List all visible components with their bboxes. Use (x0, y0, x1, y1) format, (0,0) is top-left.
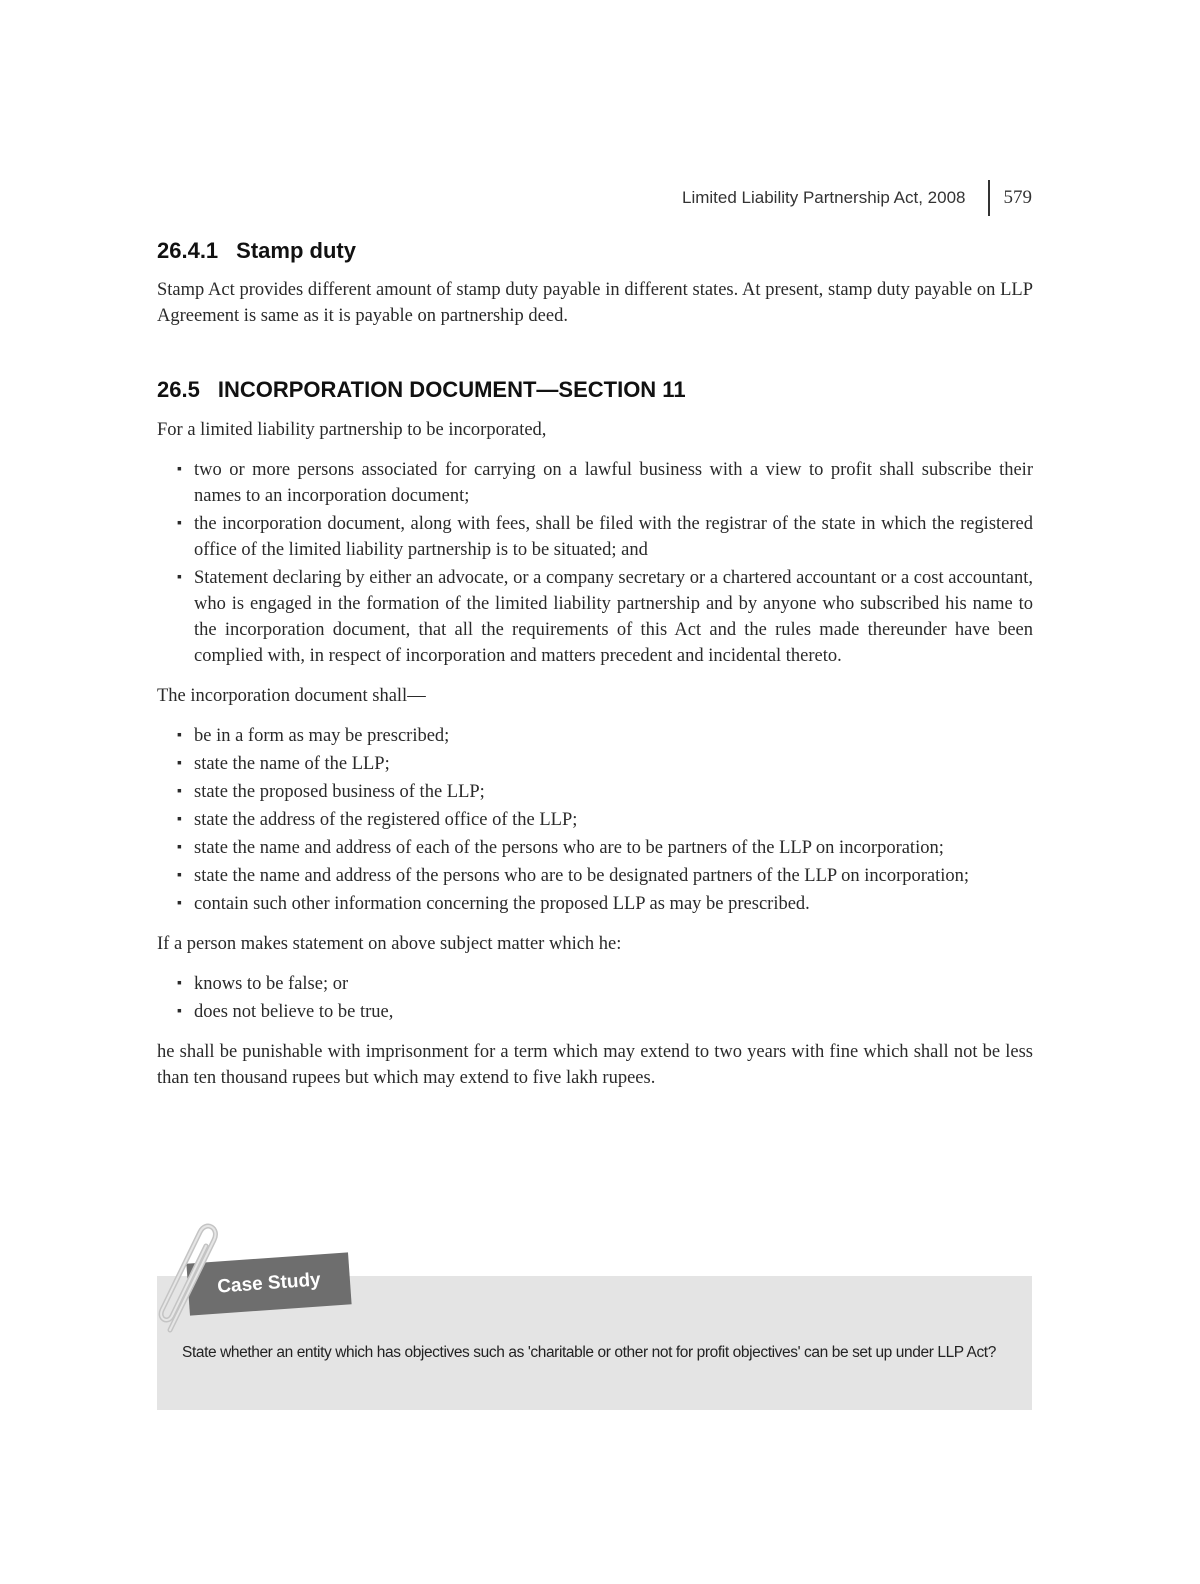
bullet-icon: ▪ (177, 728, 182, 743)
section-number: 26.5 (157, 377, 200, 402)
page-number: 579 (1003, 187, 1032, 208)
list-item: ▪ Statement declaring by either an advocate, or a company secretary or a chartered accountant or a cost accountant, who is engaged in the formation of the limited liability partnership and by anyone who subscribed his name to the incorporation document, that all the requirements of this Act and the rules made thereunder have been complied with, in respect of incorporation and matters precedent and incidental thereto. (157, 565, 1033, 669)
subsection-heading (157, 238, 1033, 264)
incorporation-intro: For a limited liability partnership to be incorporated, (157, 420, 547, 440)
bullet-icon: ▪ (177, 462, 182, 477)
subsection-number: 26.4.1 (157, 238, 219, 263)
bullet-icon: ▪ (177, 896, 182, 911)
header-divider (988, 180, 990, 216)
list-item: ▪ contain such other information concerning the proposed LLP as may be prescribed. (157, 891, 1033, 917)
page-content (157, 238, 1033, 1091)
bullet-icon: ▪ (177, 784, 182, 799)
bullet-icon: ▪ (177, 976, 182, 991)
list-item: ▪ does not believe to be true, (157, 999, 1033, 1025)
running-header (682, 180, 1032, 216)
bullet-icon: ▪ (177, 812, 182, 827)
bullet-icon: ▪ (177, 570, 182, 585)
running-title: Limited Liability Partnership Act, 2008 (682, 188, 966, 207)
bullet-icon: ▪ (177, 868, 182, 883)
list-item: ▪ the incorporation document, along with fees, shall be filed with the registrar of the state in which the registered office of the limited liability partnership is to be situated; and (157, 511, 1033, 563)
paperclip-icon (140, 1218, 240, 1338)
list-item: ▪ two or more persons associated for carrying on a lawful business with a view to profit shall subscribe their names to an incorporation document; (157, 457, 1033, 509)
list-item: ▪ state the address of the registered office of the LLP; (157, 807, 1033, 833)
bullet-icon: ▪ (177, 840, 182, 855)
bullet-icon: ▪ (177, 1004, 182, 1019)
bullet-icon: ▪ (177, 756, 182, 771)
case-study-label: Case Study (216, 1269, 322, 1298)
subsection-title: Stamp duty (236, 238, 356, 263)
document-intro: The incorporation document shall— (157, 686, 426, 706)
penalty-paragraph: he shall be punishable with imprisonment for a term which may extend to two years with fine which shall not be less than ten thousand rupees but which may extend to five lakh rupees. (157, 1042, 1033, 1088)
list-item: ▪ state the name of the LLP; (157, 751, 1033, 777)
bullet-icon: ▪ (177, 516, 182, 531)
list-item: ▪ state the name and address of each of the persons who are to be partners of the LLP on incorporation; (157, 835, 1033, 861)
statement-intro: If a person makes statement on above subject matter which he: (157, 934, 622, 954)
requirements-list (157, 457, 1033, 669)
statement-list (157, 971, 1033, 1025)
list-item: ▪ state the proposed business of the LLP; (157, 779, 1033, 805)
section-title: INCORPORATION DOCUMENT—SECTION 11 (217, 377, 686, 402)
document-contents-list (157, 723, 1033, 917)
stamp-duty-paragraph: Stamp Act provides different amount of stamp duty payable in different states. At present, stamp duty payable on LLP Agreement is same as it is payable on partnership deed. (157, 280, 1033, 326)
list-item: ▪ be in a form as may be prescribed; (157, 723, 1033, 749)
section-heading (157, 377, 1033, 403)
list-item: ▪ state the name and address of the persons who are to be designated partners of the LLP on incorporation; (157, 863, 1033, 889)
case-study-question: State whether an entity which has objectives such as 'charitable or other not for profit objectives' can be set up under LLP Act? (182, 1344, 996, 1361)
list-item: ▪ knows to be false; or (157, 971, 1033, 997)
